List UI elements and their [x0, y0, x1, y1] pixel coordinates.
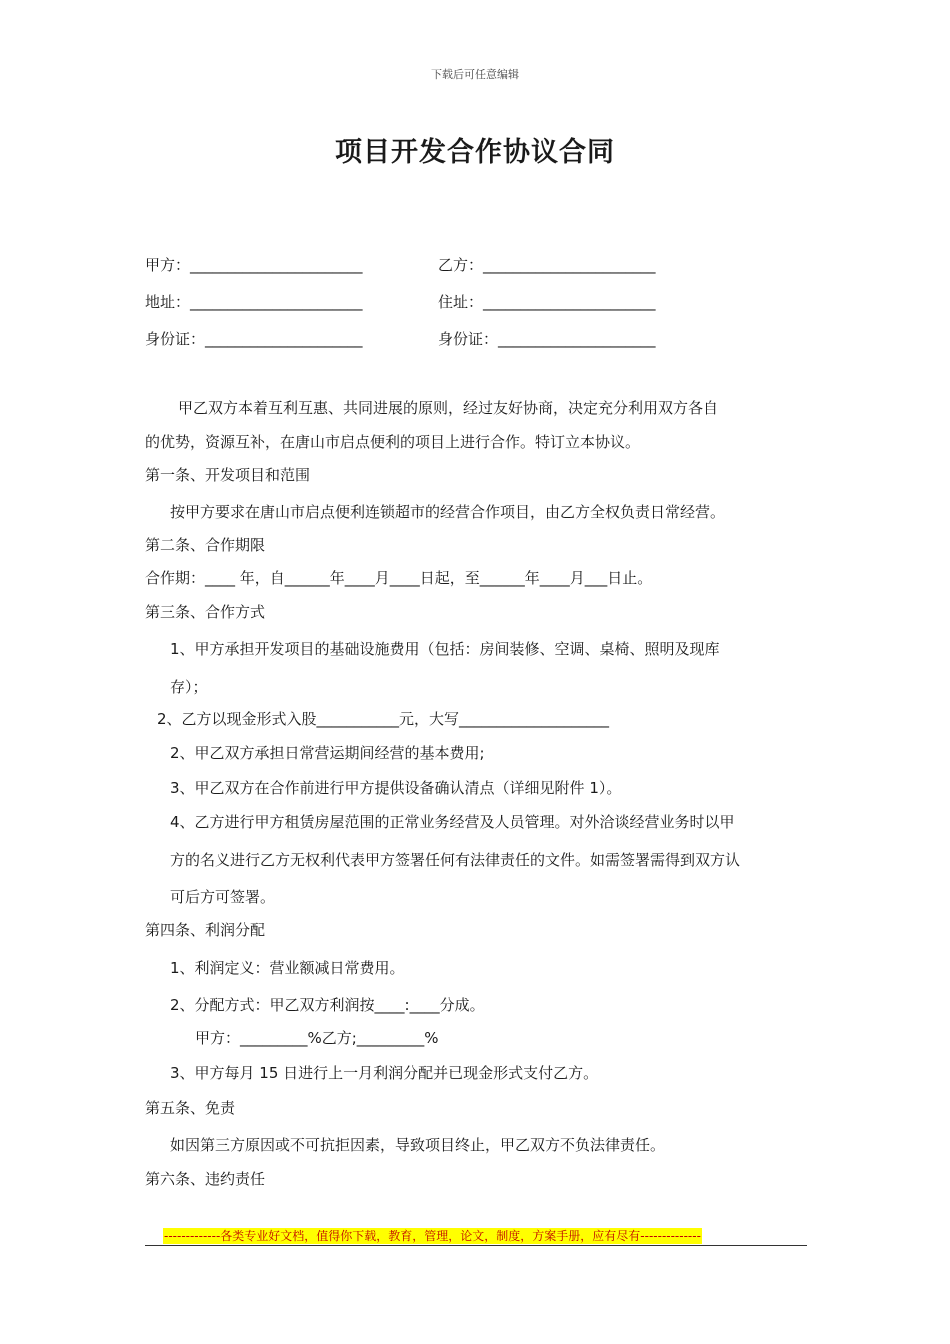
article-4-item-3: 3、甲方每月 15 日进行上一月利润分配并已现金形式支付乙方。 — [170, 1064, 599, 1082]
footer-divider — [145, 1245, 807, 1246]
article-2-heading: 第二条、合作期限 — [145, 536, 266, 554]
article-3-heading: 第三条、合作方式 — [145, 603, 266, 621]
id-a-field: 身份证：_____________________ — [145, 330, 363, 348]
article-3-item-1-line-1: 1、甲方承担开发项目的基础设施费用（包括：房间装修、空调、桌椅、照明及现库 — [170, 640, 720, 658]
article-2-text: 合作期：____ 年，自______年____月____日起，至______年____月___日止。 — [145, 569, 653, 587]
article-3-item-4-line-2: 方的名义进行乙方无权利代表甲方签署任何有法律责任的文件。如需签署需得到双方认 — [170, 851, 741, 869]
article-3-item-2b: 2、甲乙双方承担日常营运期间经营的基本费用; — [170, 744, 485, 762]
article-1-heading: 第一条、开发项目和范围 — [145, 466, 311, 484]
address-b-field: 住址：_______________________ — [438, 293, 656, 311]
article-3-item-1-line-2: 存）； — [170, 678, 208, 696]
article-4-item-1: 1、利润定义：营业额减日常费用。 — [170, 959, 405, 977]
party-a-field: 甲方：_______________________ — [145, 256, 363, 274]
intro-line-1: 甲乙双方本着互利互惠、共同进展的原则，经过友好协商，决定充分利用双方各自 — [178, 399, 719, 417]
article-3-item-4-line-3: 可后方可签署。 — [170, 888, 276, 906]
article-6-heading: 第六条、违约责任 — [145, 1170, 266, 1188]
article-4-item-2: 2、分配方式：甲乙双方利润按____:____分成。 — [170, 996, 485, 1014]
article-3-item-4-line-1: 4、乙方进行甲方租赁房屋范围的正常业务经营及人员管理。对外洽谈经营业务时以甲 — [170, 813, 735, 831]
article-5-text: 如因第三方原因或不可抗拒因素，导致项目终止，甲乙双方不负法律责任。 — [170, 1136, 666, 1154]
document-title: 项目开发合作协议合同 — [335, 137, 615, 168]
article-4-item-2-sub: 甲方：_________%乙方;_________% — [195, 1029, 439, 1047]
footer-banner: -------------各类专业好文档，值得你下载，教育，管理，论文，制度，方案手册，应有尽有-------------- — [164, 1229, 701, 1243]
id-b-field: 身份证：_____________________ — [438, 330, 656, 348]
intro-line-2: 的优势，资源互补，在唐山市启点便利的项目上进行合作。特订立本协议。 — [145, 433, 641, 451]
address-a-field: 地址：_______________________ — [145, 293, 363, 311]
article-4-heading: 第四条、利润分配 — [145, 921, 266, 939]
article-3-item-3: 3、甲乙双方在合作前进行甲方提供设备确认清点（详细见附件 1）。 — [170, 779, 622, 797]
party-b-field: 乙方：_______________________ — [438, 256, 656, 274]
article-5-heading: 第五条、免责 — [145, 1099, 236, 1117]
article-3-item-2a: 2、乙方以现金形式入股___________元，大写____________________ — [157, 710, 610, 728]
header-note: 下载后可任意编辑 — [431, 68, 519, 81]
article-1-text: 按甲方要求在唐山市启点便利连锁超市的经营合作项目，由乙方全权负责日常经营。 — [170, 503, 726, 521]
